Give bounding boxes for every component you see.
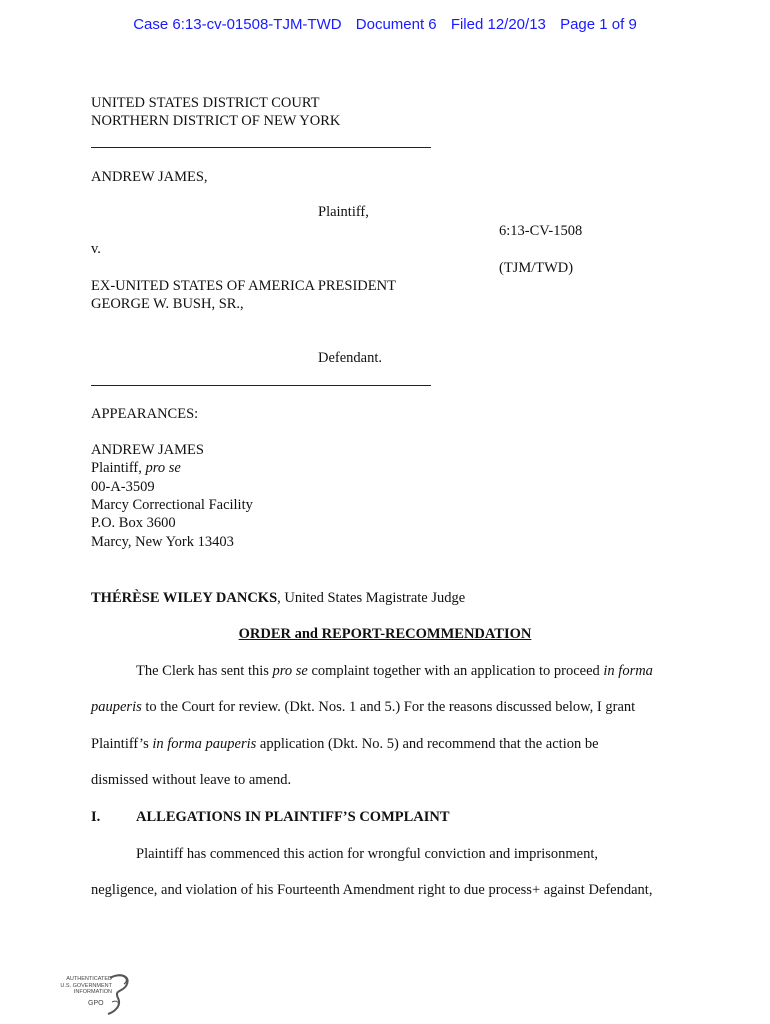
court-name-line2: NORTHERN DISTRICT OF NEW YORK [91, 113, 341, 129]
appearances-heading: APPEARANCES: [91, 406, 199, 422]
appearance-role-prefix: Plaintiff, [91, 460, 146, 476]
text-run: to the Court for review. (Dkt. Nos. 1 and 5.) For the reasons discussed below, I grant [141, 699, 636, 715]
defendant-line1: EX-UNITED STATES OF AMERICA PRESIDENT [91, 278, 396, 294]
paragraph1-line2 [91, 698, 635, 716]
judge-name: THÉRÈSE WILEY DANCKS [91, 590, 278, 606]
appearance-role [91, 459, 181, 477]
page-number-stamp: Page 1 of 9 [560, 16, 637, 33]
filed-date-stamp: Filed 12/20/13 [450, 16, 546, 33]
text-run-italic: in forma pauperis [152, 736, 257, 752]
case-number-stamp: Case 6:13-cv-01508-TJM-TWD [133, 16, 342, 33]
gpo-logo-line: U.S. GOVERNMENT [60, 982, 112, 989]
case-number: 6:13-CV-1508 [499, 223, 583, 239]
judge-line [91, 589, 465, 607]
defendant-label: Defendant. [318, 350, 383, 366]
gpo-eagle-icon [104, 972, 134, 1018]
caption-top-rule [91, 147, 431, 148]
order-title: ORDER and REPORT-RECOMMENDATION [238, 626, 532, 642]
defendant-line2: GEORGE W. BUSH, SR., [91, 296, 244, 312]
text-run: application (Dkt. No. 5) and recommend that the action be [256, 736, 599, 752]
court-name-line1: UNITED STATES DISTRICT COURT [91, 95, 320, 111]
plaintiff-name: ANDREW JAMES, [91, 169, 208, 185]
text-run-italic: pro se [272, 663, 308, 679]
section-title: ALLEGATIONS IN PLAINTIFF’S COMPLAINT [136, 809, 450, 825]
versus-label: v. [91, 241, 101, 257]
text-run-italic: pauperis [91, 699, 142, 715]
appearance-city: Marcy, New York 13403 [91, 534, 234, 550]
appearance-inmate-number: 00-A-3509 [91, 479, 155, 495]
text-run-italic: in forma [603, 663, 653, 679]
appearance-po-box: P.O. Box 3600 [91, 515, 176, 531]
gpo-logo-text [44, 976, 112, 996]
case-header-stamp [0, 16, 770, 33]
judge-title: , United States Magistrate Judge [277, 590, 466, 606]
gpo-authentication-logo [44, 972, 134, 1018]
paragraph1-line4: dismissed without leave to amend. [91, 772, 292, 788]
paragraph2-line2: negligence, and violation of his Fourteenth Amendment right to due process+ against Defendant, [91, 882, 653, 898]
text-run: Plaintiff’s [91, 736, 153, 752]
appearance-name: ANDREW JAMES [91, 442, 204, 458]
appearance-facility: Marcy Correctional Facility [91, 497, 253, 513]
gpo-logo-line: AUTHENTICATED [66, 976, 112, 982]
caption-bottom-rule [91, 385, 431, 386]
paragraph1-line3 [91, 735, 599, 753]
paragraph1-line1 [136, 662, 653, 680]
section-number: I. [91, 809, 101, 825]
gpo-logo-line: INFORMATION [73, 989, 112, 995]
gpo-mark-label: GPO [88, 1000, 104, 1007]
text-run: The Clerk has sent this [136, 663, 273, 679]
plaintiff-label: Plaintiff, [318, 204, 369, 220]
document-number-stamp: Document 6 [355, 16, 437, 33]
paragraph2-line1: Plaintiff has commenced this action for wrongful conviction and imprisonment, [136, 846, 599, 862]
text-run: complaint together with an application to proceed [307, 663, 604, 679]
appearance-role-italic: pro se [145, 460, 181, 476]
judge-initials: (TJM/TWD) [499, 260, 574, 276]
